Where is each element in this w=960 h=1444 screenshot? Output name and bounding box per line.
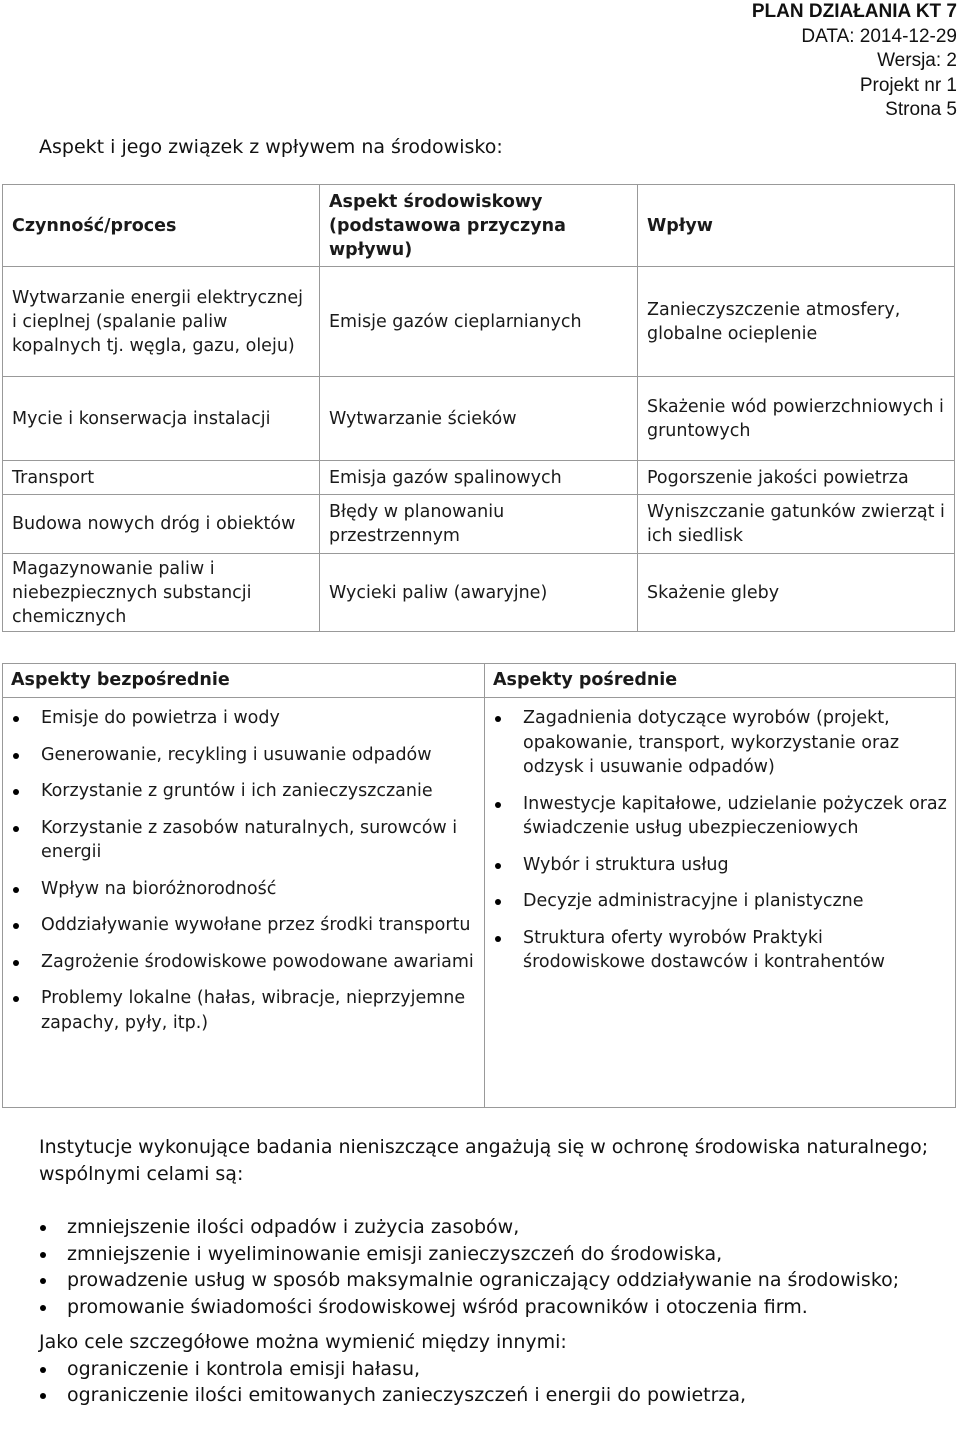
bullet-icon: [495, 716, 501, 722]
aspect-cell: Emisje gazów cieplarnianych: [320, 267, 638, 377]
bullet-icon: [13, 716, 19, 722]
bullet-icon: [495, 802, 501, 808]
list-item-text: Zagadnienia dotyczące wyrobów (projekt, opakowanie, transport, wykorzystanie oraz odzysk i usuwanie odpadów): [523, 708, 900, 777]
list-item-text: zmniejszenie i wyeliminowanie emisji zanieczyszczeń do środowiska,: [67, 1242, 723, 1265]
bullet-icon: [40, 1393, 46, 1399]
aspect-cell: Wytwarzanie ścieków: [320, 377, 638, 461]
list-item-text: prowadzenie usług w sposób maksymalnie ograniczający oddziaływanie na środowisko;: [67, 1269, 900, 1291]
document-date: DATA: 2014-12-29: [801, 25, 957, 47]
list-item: [11, 950, 476, 975]
list-item: [493, 706, 947, 780]
impact-cell: Pogorszenie jakości powietrza: [638, 461, 955, 495]
aspect-cell: Błędy w planowaniu przestrzennym: [320, 495, 638, 554]
bullet-icon: [40, 1252, 46, 1258]
aspect-header-row: [3, 185, 955, 267]
indirect-aspects-title: Aspekty pośrednie: [485, 664, 956, 698]
bullet-icon: [40, 1305, 46, 1311]
impact-cell: Zanieczyszczenie atmosfery, globalne ocieplenie: [638, 267, 955, 377]
list-item: [39, 1241, 939, 1268]
direct-aspects-title: Aspekty bezpośrednie: [3, 664, 485, 698]
goals-section: [39, 1134, 939, 1409]
header-activity: Czynność/proces: [3, 185, 320, 267]
table-row: [3, 461, 955, 495]
bullet-icon: [13, 960, 19, 966]
document-header: [752, 0, 957, 123]
list-item: [11, 706, 476, 731]
list-item: [11, 779, 476, 804]
list-item: [39, 1382, 939, 1409]
plan-title: PLAN DZIAŁANIA KT 7: [751, 1, 957, 22]
list-item: [493, 926, 947, 975]
list-item: [39, 1214, 939, 1241]
direct-aspects-cell: [3, 698, 485, 1108]
detail-goals-list: [39, 1356, 939, 1409]
list-item: [11, 877, 476, 902]
bullet-icon: [495, 899, 501, 905]
impact-cell: Skażenie wód powierzchniowych i gruntowych: [638, 377, 955, 461]
activity-cell: Transport: [3, 461, 320, 495]
list-item-text: Struktura oferty wyrobów Praktyki środowiskowe dostawców i kontrahentów: [523, 927, 885, 972]
list-item-text: Zagrożenie środowiskowe powodowane awariami: [41, 951, 474, 972]
list-item: [11, 743, 476, 768]
list-item: [493, 889, 947, 914]
list-item: [493, 853, 947, 878]
bullet-icon: [13, 753, 19, 759]
header-aspect: Aspekt środowiskowy (podstawowa przyczyna wpływu): [320, 185, 638, 267]
bullet-icon: [40, 1278, 46, 1284]
aspects-header-row: [3, 664, 956, 698]
list-item: [11, 986, 476, 1035]
list-item: [11, 913, 476, 938]
aspects-table: [2, 663, 956, 1108]
list-item-text: Generowanie, recykling i usuwanie odpadów: [41, 744, 432, 765]
activity-cell: Wytwarzanie energii elektrycznej i cieplnej (spalanie paliw kopalnych tj. węgla, gazu, oleju): [3, 267, 320, 377]
activity-cell: Budowa nowych dróg i obiektów: [3, 495, 320, 554]
header-impact: Wpływ: [638, 185, 955, 267]
list-item-text: Emisje do powietrza i wody: [41, 708, 280, 728]
aspect-cell: Wycieki paliw (awaryjne): [320, 554, 638, 632]
impact-cell: Wyniszczanie gatunków zwierząt i ich siedlisk: [638, 495, 955, 554]
list-item-text: Wpływ na bioróżnorodność: [41, 878, 277, 899]
bullet-icon: [495, 936, 501, 942]
list-item-text: Problemy lokalne (hałas, wibracje, nieprzyjemne zapachy, pyły, itp.): [41, 988, 466, 1033]
list-item-text: ograniczenie ilości emitowanych zanieczyszczeń i energii do powietrza,: [67, 1384, 747, 1406]
bullet-icon: [40, 1225, 46, 1231]
bullet-icon: [13, 923, 19, 929]
aspects-body-row: [3, 698, 956, 1108]
list-item-text: Oddziaływanie wywołane przez środki transportu: [41, 915, 471, 935]
list-item: [39, 1294, 939, 1321]
aspect-cell: Emisja gazów spalinowych: [320, 461, 638, 495]
page-number: Strona 5: [885, 99, 957, 120]
list-item: [493, 792, 947, 841]
indirect-aspects-list: [493, 698, 947, 993]
bullet-icon: [495, 863, 501, 869]
detail-goals-intro: Jako cele szczegółowe można wymienić między innymi:: [39, 1331, 567, 1353]
indirect-aspects-cell: [485, 698, 956, 1108]
list-item-text: Korzystanie z gruntów i ich zanieczyszczanie: [41, 781, 433, 801]
bullet-icon: [13, 789, 19, 795]
bullet-icon: [13, 996, 19, 1002]
document-version: Wersja: 2: [877, 50, 957, 71]
list-item: [39, 1356, 939, 1383]
bullet-icon: [13, 887, 19, 893]
impact-cell: Skażenie gleby: [638, 554, 955, 632]
list-item-text: Decyzje administracyjne i planistyczne: [523, 891, 864, 911]
table-row: [3, 377, 955, 461]
goals-intro: Instytucje wykonujące badania nieniszczące angażują się w ochronę środowiska naturalnego; wspólnymi celami są:: [39, 1136, 929, 1185]
list-item-text: Inwestycje kapitałowe, udzielanie pożyczek oraz świadczenie usług ubezpieczeniowych: [523, 793, 947, 838]
bullet-icon: [40, 1367, 46, 1373]
list-item: [39, 1267, 939, 1294]
table-row: [3, 267, 955, 377]
list-item-text: zmniejszenie ilości odpadów i zużycia zasobów,: [67, 1216, 520, 1238]
list-item-text: ograniczenie i kontrola emisji hałasu,: [67, 1357, 421, 1380]
list-item-text: Korzystanie z zasobów naturalnych, surowców i energii: [41, 817, 458, 862]
list-item: [11, 816, 476, 865]
table-row: [3, 495, 955, 554]
list-item-text: Wybór i struktura usług: [523, 854, 729, 875]
bullet-icon: [13, 826, 19, 832]
direct-aspects-list: [11, 698, 476, 1053]
table-row: [3, 554, 955, 632]
goals-list: [39, 1214, 939, 1320]
activity-cell: Mycie i konserwacja instalacji: [3, 377, 320, 461]
aspect-table: [2, 184, 955, 632]
section-title: Aspekt i jego związek z wpływem na środowisko:: [39, 136, 503, 158]
activity-cell: Magazynowanie paliw i niebezpiecznych substancji chemicznych: [3, 554, 320, 632]
list-item-text: promowanie świadomości środowiskowej wśród pracowników i otoczenia firm.: [67, 1295, 808, 1318]
project-number: Projekt nr 1: [859, 74, 957, 96]
